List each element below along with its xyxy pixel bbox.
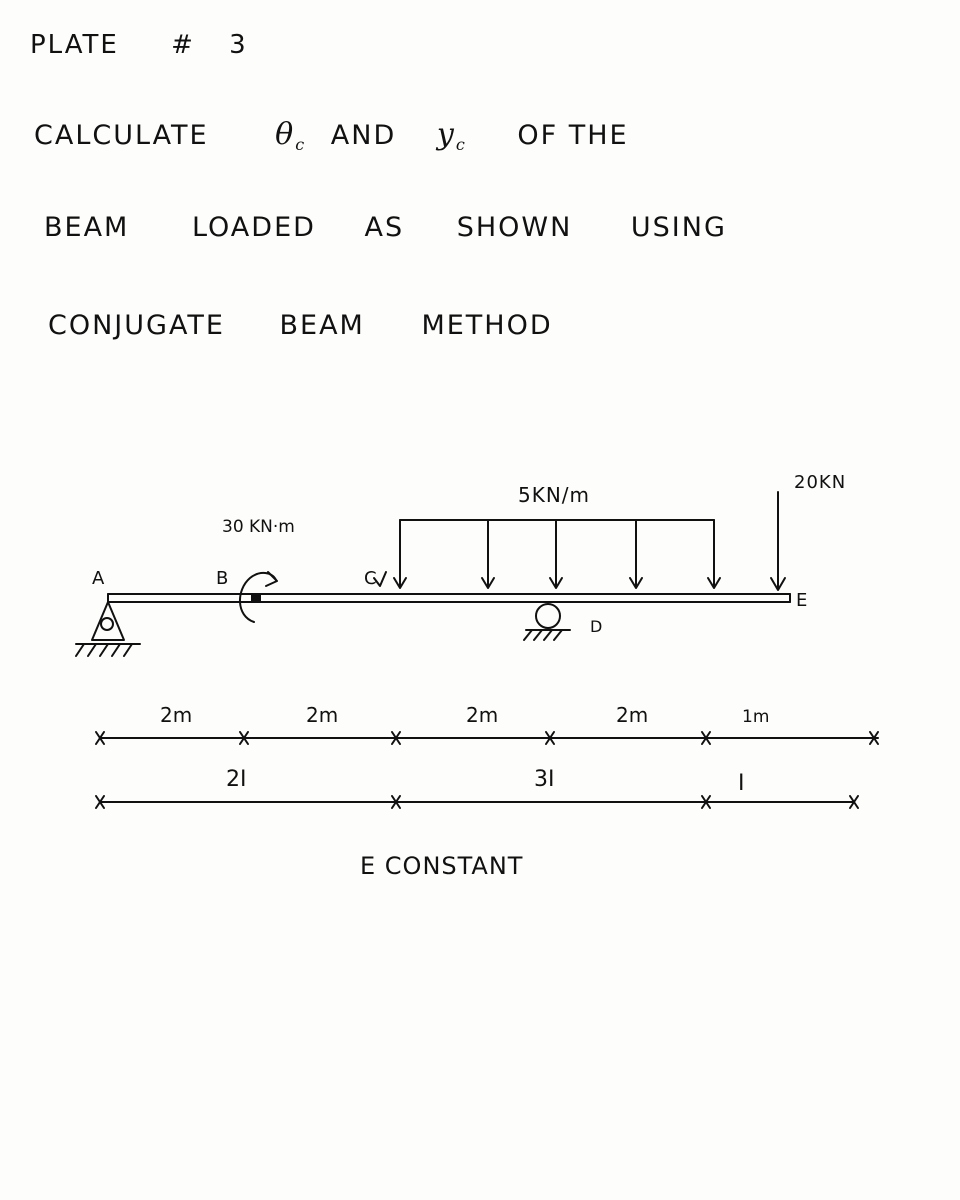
span-label-1: 2m	[160, 703, 193, 727]
stiffness-label-2: 3I	[534, 767, 555, 792]
word-loaded: LOADED	[191, 212, 316, 243]
word-and: AND	[330, 120, 397, 151]
theta-symbol: $\theta_c$	[275, 117, 307, 154]
stiffness-label-3: I	[738, 771, 745, 796]
label-b: B	[216, 568, 229, 589]
y-symbol: $y_c$	[436, 117, 467, 154]
stiffness-label-1: 2I	[226, 767, 247, 792]
word-beam: BEAM	[44, 212, 130, 243]
distributed-load	[374, 520, 720, 588]
pin-support-a	[76, 602, 140, 656]
label-a: A	[92, 568, 105, 589]
word-using: USING	[630, 212, 727, 243]
word-of-the: OF THE	[517, 120, 629, 151]
word-method: METHOD	[421, 310, 553, 341]
label-c: C	[364, 568, 377, 589]
span-label-5: 1m	[742, 707, 770, 727]
plate-label: PLATE	[30, 30, 119, 60]
point-load-e	[771, 492, 785, 590]
word-as: AS	[364, 212, 405, 243]
distributed-load-label: 5KN/m	[518, 483, 591, 507]
word-beam-2: BEAM	[279, 310, 365, 341]
span-label-2: 2m	[306, 703, 339, 727]
plate-hash: #	[171, 30, 195, 60]
moment-load-label: 30 KN·m	[222, 517, 295, 537]
span-dimension-line	[96, 732, 878, 744]
label-e: E	[796, 590, 808, 611]
moment-arrow-b	[240, 572, 277, 622]
e-constant-note: E CONSTANT	[360, 852, 524, 880]
plate-number: 3	[229, 30, 248, 60]
label-d: D	[590, 617, 603, 636]
beam	[108, 594, 790, 602]
word-shown: SHOWN	[456, 212, 573, 243]
stiffness-dimension-line	[96, 796, 858, 808]
word-calculate: CALCULATE	[34, 120, 209, 151]
span-label-3: 2m	[466, 703, 499, 727]
roller-support-d	[524, 604, 570, 640]
span-label-4: 2m	[616, 703, 649, 727]
point-load-label: 20KN	[794, 472, 847, 493]
word-conjugate: CONJUGATE	[48, 310, 225, 341]
